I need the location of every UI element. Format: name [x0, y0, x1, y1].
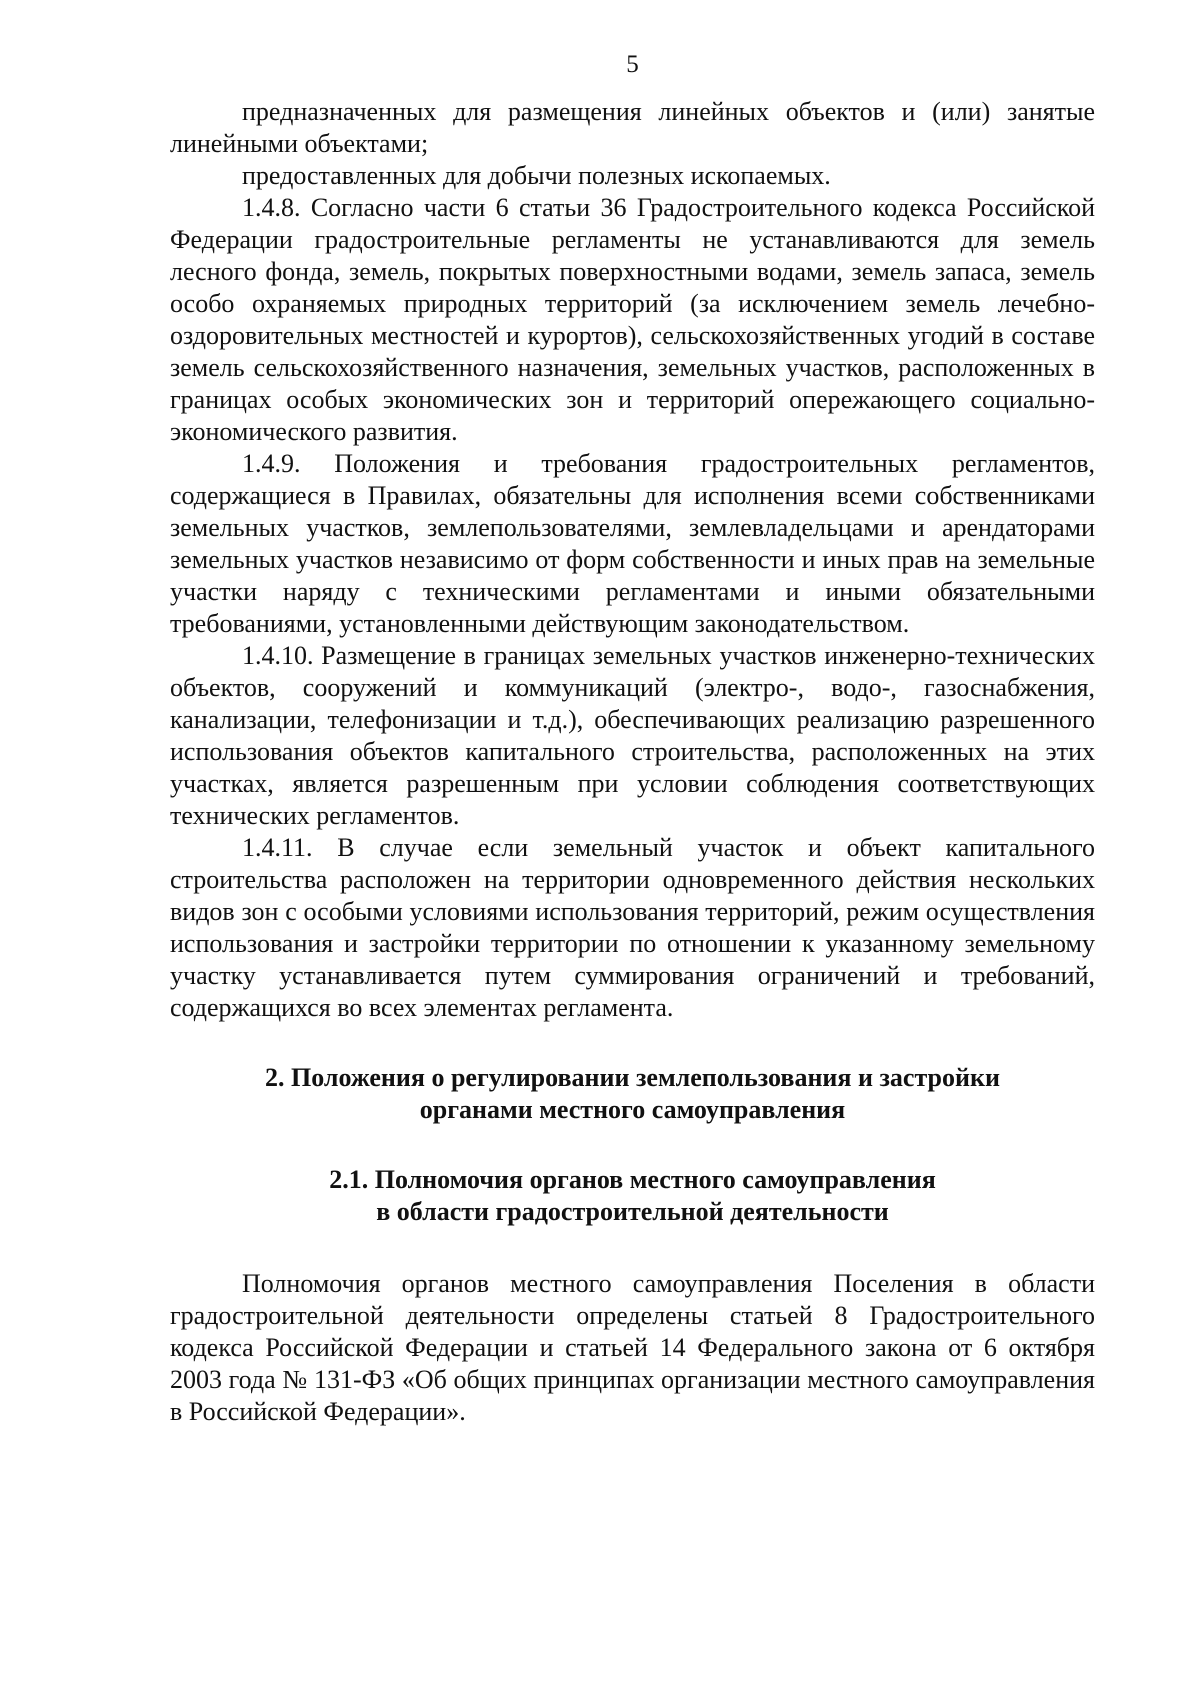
page-number: 5: [626, 51, 639, 78]
section-heading-line-1: 2. Положения о регулировании землепользования и застройки: [265, 1063, 1000, 1092]
paragraph-1-4-8: 1.4.8. Согласно части 6 статьи 36 Градостроительного кодекса Российской Федерации градостроительные регламенты не устанавливаются для земель лесного фонда, земель, покрытых поверхностными водами, земель запаса, земель особо охраняемых природных территорий (за исключением земель лечебно-оздоровительных местностей и курортов), сельскохозяйственных угодий в составе земель сельскохозяйственного назначения, земельных участков, расположенных в границах особых экономических зон и территорий опережающего социально-экономического развития.: [170, 193, 1095, 446]
paragraph-powers: Полномочия органов местного самоуправления Поселения в области градостроительной деятельности определены статьей 8 Градостроительного кодекса Российской Федерации и статьей 14 Федерального закона от 6 октября 2003 года № 131-ФЗ «Об общих принципах организации местного самоуправления в Российской Федерации».: [170, 1269, 1095, 1426]
paragraph-mineral-extraction: предоставленных для добычи полезных ископаемых.: [242, 161, 831, 190]
subsection-heading-line-1: 2.1. Полномочия органов местного самоуправления: [329, 1165, 936, 1194]
paragraph-linear-objects: предназначенных для размещения линейных объектов и (или) занятые линейными объектами;: [170, 97, 1095, 158]
subsection-heading-line-2: в области градостроительной деятельности: [376, 1197, 889, 1226]
subsection-heading: [170, 1164, 1095, 1228]
paragraph-1-4-10: 1.4.10. Размещение в границах земельных участков инженерно-технических объектов, сооружений и коммуникаций (электро-, водо-, газоснабжения, канализации, телефонизации и т.д.), обеспечивающих реализацию разрешенного использования объектов капитального строительства, расположенных на этих участках, является разрешенным при условии соблюдения соответствующих технических регламентов.: [170, 641, 1095, 830]
paragraph-1-4-11: 1.4.11. В случае если земельный участок и объект капитального строительства расположен на территории одновременного действия нескольких видов зон с особыми условиями использования территорий, режим осуществления использования и застройки территории по отношении к указанному земельному участку устанавливается путем суммирования ограничений и требований, содержащихся во всех элементах регламента.: [170, 833, 1095, 1022]
section-heading: [170, 1062, 1095, 1126]
document-page: [170, 50, 1095, 1428]
paragraph-1-4-9: 1.4.9. Положения и требования градостроительных регламентов, содержащиеся в Правилах, обязательны для исполнения всеми собственниками земельных участков, землепользователями, землевладельцами и арендаторами земельных участков независимо от форм собственности и иных прав на земельные участки наряду с техническими регламентами и иными обязательными требованиями, установленными действующим законодательством.: [170, 449, 1095, 638]
section-heading-line-2: органами местного самоуправления: [419, 1095, 846, 1124]
